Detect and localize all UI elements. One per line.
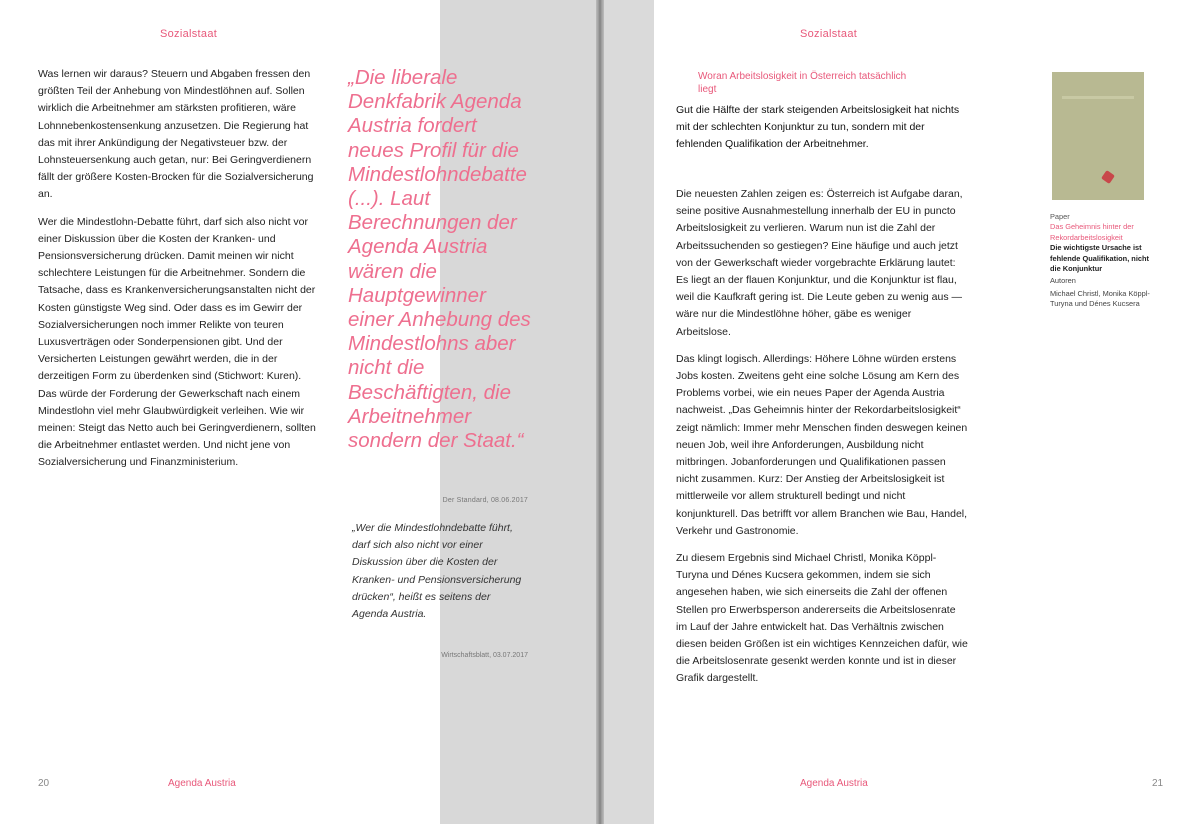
paper-side-note bbox=[1050, 212, 1160, 310]
side-note-subtitle: Die wichtigste Ursache ist fehlende Qualifikation, nicht die Konjunktur bbox=[1050, 243, 1149, 274]
left-paragraph-2: Wer die Mindestlohn-Debatte führt, darf sich also nicht vor einer Diskussion über die Kosten der Kranken- und Pensionsversicherung drücken. Damit meinen wir nicht schlechtere Leistungen für die Arbeitnehmer. Sondern die Tatsache, dass es Krankenversicherungsanstalten nicht der Kosten günstigste Weg sind. Oder dass es im Gewirr der Sozialversicherungen noch immer Relikte von teuren Luxusverträgen oder Sonderpensionen gibt. Und der Versicherten Leistungen gewährt werden, die in der derzeitigen Form zu überdenken sind (Stichwort: Kuren). Das würde der Forderung der Gewerkschaft nach einem Mindestlohn viel mehr Glaubwürdigkeit verleihen. Wie wir meinen: Steigt das Netto auch bei Geringverdienern, sollten die Arbeitnehmer entlastet werden. Und nicht jene von Sozialversicherung und Finanzministerium. bbox=[38, 215, 316, 469]
right-page-margin-strip bbox=[604, 0, 654, 824]
paper-cover-image bbox=[1052, 72, 1144, 200]
left-body-text bbox=[38, 66, 320, 482]
secondary-quote-source: Wirtschaftsblatt, 03.07.2017 bbox=[441, 652, 528, 659]
right-subtitle: Woran Arbeitslosigkeit in Österreich tatsächlich liegt bbox=[698, 71, 907, 95]
pull-quote: „Die liberale Denkfabrik Agenda Austria fordert neues Profil für die Mindestlohndebatte (...). Laut Berechnungen der Agenda Austria wären die Hauptgewinner einer Anhebung des Mindestlohns aber nicht die Beschäftigten, die Arbeitnehmer sondern der Staat.“ bbox=[348, 66, 531, 453]
secondary-quote: „Wer die Mindestlohndebatte führt, darf sich also nicht vor einer Diskussion über die Kosten der Kranken- und Pensionsversicherung drücken“, heißt es seitens der Agenda Austria. bbox=[352, 522, 522, 621]
paper-cover-title-bar bbox=[1062, 96, 1134, 99]
right-running-head: Sozialstaat bbox=[800, 28, 858, 40]
left-paragraph-1: Was lernen wir daraus? Steuern und Abgaben fressen den größten Teil der Anhebung von Mindestlöhnen auf. Sollen wirklich die Arbeitnehmer am stärksten profitieren, wäre Lohnnebenkostensenkung anzusetzen. Die Regierung hat das mit ihrer Ankündigung der Negativsteuer bzw. der Lohnsteuersenkung auch getan, nur: Bei Geringverdienern fällt der größere Kosten-Brocken für die Sozialversicherung an. bbox=[38, 68, 314, 201]
right-paragraph-3: Zu diesem Ergebnis sind Michael Christl, Monika Köppl-Turyna und Dénes Kucsera gekommen, indem sie sich angesehen haben, wie sich einerseits die Zahl der offenen Stellen pro Erwerbsperson andererseits die Arbeitslosenrate im Lauf der Jahre entwickelt hat. Das Verhältnis zwischen diesen beiden Größen ist ein wichtiges Kennzeichen dafür, wie die Arbeitslosenrate gesenkt werden konnte und ist in dieser Grafik dargestellt. bbox=[676, 552, 968, 685]
side-note-authors-label: Autoren bbox=[1050, 276, 1076, 286]
right-folio-title: Agenda Austria bbox=[800, 778, 868, 789]
side-note-paper-title: Das Geheimnis hinter der Rekordarbeitslosigkeit bbox=[1050, 222, 1134, 242]
left-running-head: Sozialstaat bbox=[160, 28, 218, 40]
left-folio-number: 20 bbox=[38, 778, 50, 789]
pull-quote-source: Der Standard, 08.06.2017 bbox=[442, 497, 528, 504]
right-body-text bbox=[676, 186, 968, 698]
left-folio-title: Agenda Austria bbox=[168, 778, 236, 789]
side-note-authors: Michael Christl, Monika Köppl-Turyna und Dénes Kucsera bbox=[1050, 288, 1150, 309]
book-gutter bbox=[596, 0, 604, 824]
right-paragraph-1: Die neuesten Zahlen zeigen es: Österreich ist Aufgabe daran, seine positive Ausnahmestellung innerhalb der EU in puncto Arbeitslosigkeit zu verlieren. Warum nun ist die Zahl der Arbeitssuchenden so gestiegen? Eine häufige und auch jetzt von der Gewerkschaft wieder vorgebrachte Erklärung lautet: Es liegt an der flauen Konjunktur, und die Konjunktur ist flau, weil die Kaufkraft gering ist. Die Leute geben zu wenig aus — wäre nur die Mindestlöhne höher, gäbe es weniger Arbeitslose. bbox=[676, 188, 963, 338]
right-folio-number: 21 bbox=[1152, 778, 1164, 789]
right-lead: Gut die Hälfte der stark steigenden Arbeitslosigkeit hat nichts mit der schlechten Konjunktur zu tun, sondern mit der fehlenden Qualifikation der Arbeitnehmer. bbox=[676, 104, 960, 151]
side-note-label: Paper bbox=[1050, 212, 1070, 221]
right-paragraph-2: Das klingt logisch. Allerdings: Höhere Löhne würden erstens Jobs kosten. Zweitens geht eine solche Lösung am Kern des Problems vorbei, wie ein neues Paper der Agenda Austria nachweist. „Das Geheimnis hinter der Rekordarbeitslosigkeit“ zeigt nämlich: Immer mehr Menschen finden deswegen keinen neuen Job, weil ihre Anforderungen, Ausbildung nicht mitbringen. Jobanforderungen und Qualifikationen passen nicht zusammen. Kurz: Der Anstieg der Arbeitslosigkeit ist mittlerweile vor allem strukturell bedingt und nicht konjunkturell. Das betrifft vor allem Branchen wie Bau, Handel, Verkehr und Gastronomie. bbox=[676, 352, 968, 537]
